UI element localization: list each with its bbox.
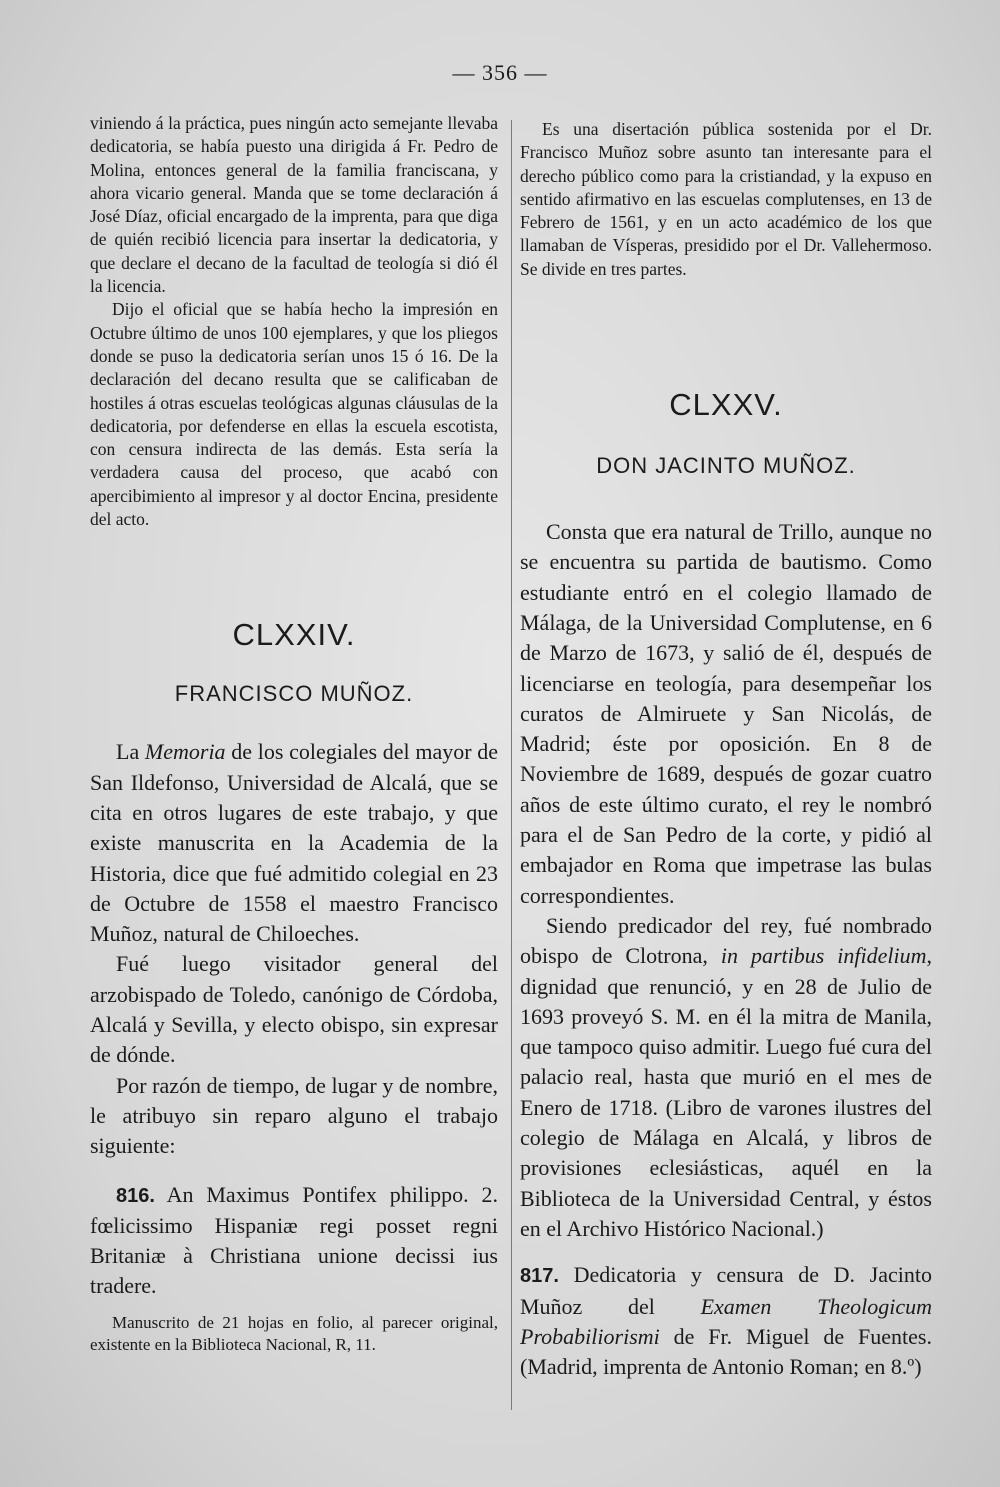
right-column	[520, 118, 932, 1382]
section-number-clxxiv: CLXXIV.	[232, 617, 356, 653]
entry-816	[90, 1180, 498, 1302]
section-title-francisco-munoz: FRANCISCO MUÑOZ.	[174, 681, 414, 707]
razon-paragraph: Por razón de tiempo, de lugar y de nombre, le atribuyo sin reparo alguno el trabajo siguiente:	[90, 1072, 498, 1159]
entry-816-text: An Maximus Pontifex philippo. 2. fœlicissimo Hispaniæ regi posset regni Britaniæ à Christiana unione decissi ius tradere.	[90, 1181, 498, 1299]
intro-paragraph: viniendo á la práctica, pues ningún acto semejante llevaba dedicatoria, se había puesto una dirigida á Fr. Pedro de Molina, entonces general de la familia franciscana, y ahora vicario general. Manda que se tome declaración á José Díaz, oficial encargado de la imprenta, para que diga de quién recibió licencia para insertar la dedicatoria, y que declare el decano de la facultad de teología si dió él la licencia.	[90, 113, 498, 297]
entry-817	[520, 1260, 932, 1382]
entry-817-before: Dedicatoria y censura de D. Jacinto Muñoz del	[520, 1262, 932, 1319]
section-number-clxxv: CLXXV.	[669, 387, 783, 423]
dijo-paragraph: Dijo el oficial que se había hecho la impresión en Octubre último de unos 100 ejemplares, y que los pliegos donde se puso la dedicatoria serían unos 15 ó 16. De la declaración del decano resulta que se calificaban de hostiles á otras escuelas teológicas algunas cláusulas de la dedicatoria, por defenderse en ellas la escuela escotista, con censura indirecta de las demás. Esta sería la verdadera causa del proceso, que acabó con apercibimiento al impresor y al doctor Encina, presidente del acto.	[90, 299, 498, 530]
entry-817-number: 817.	[520, 1265, 559, 1288]
column-divider	[511, 120, 512, 1410]
siendo-paragraph	[520, 911, 932, 1244]
entry-816-note: Manuscrito de 21 hojas en folio, al parecer original, existente en la Biblioteca Nacional, R, 11.	[90, 1312, 498, 1354]
memoria-italic: Memoria	[144, 739, 226, 765]
siendo-after: , dignidad que renunció, y en 28 de Julio de 1693 proveyó S. M. en él la mitra de Manila, que tampoco quiso admitir. Luego fué cura del palacio real, hasta que murió en el mes de Enero de 1718. (Libro de varones ilustres del colegio de Málaga en Alcalá, y libros de provisiones eclesiásticas, aquél en la Biblioteca de la Universidad Central, y éstos en el Archivo Histórico Nacional.)	[520, 943, 932, 1241]
disertacion-paragraph: Es una disertación pública sostenida por el Dr. Francisco Muñoz sobre asunto tan interesante para el derecho público como para la cristiandad, y la expuso en sentido afirmativo en las escuelas complutenses, en 13 de Febrero de 1561, y en un acto académico de los que llamaban de Vísperas, presidido por el Dr. Vallehermoso. Se divide en tres partes.	[520, 119, 932, 279]
memoria-before: La	[116, 739, 145, 765]
memoria-paragraph	[90, 737, 498, 949]
entry-817-after: de Fr. Miguel de Fuentes. (Madrid, imprenta de Antonio Roman; en 8.º)	[520, 1323, 932, 1380]
entry-817-italic: Examen Theologicum Probabiliorismi	[520, 1293, 932, 1349]
siendo-italic: in partibus infidelium	[720, 943, 927, 969]
siendo-before: Siendo predicador del rey, fué nombrado obispo de Clotrona,	[520, 912, 932, 969]
section-title-jacinto-munoz: DON JACINTO MUÑOZ.	[596, 453, 856, 479]
consta-paragraph: Consta que era natural de Trillo, aunque no se encuentra su partida de bautismo. Como estudiante entró en el colegio llamado de Málaga, de la Universidad Complutense, en 6 de Marzo de 1673, y salió de él, después de licenciarse en teología, para desempeñar los curatos de Almiruete y San Nicolás, de Madrid; éste por oposición. En 8 de Noviembre de 1689, después de gozar cuatro años de este último curato, el rey le nombró para el de San Pedro de la corte, y pidió al embajador en Roma que impetrase las bulas correspondientes.	[520, 519, 932, 908]
page-number: — 356 —	[452, 60, 548, 85]
memoria-after: de los colegiales del mayor de San Ildefonso, Universidad de Alcalá, que se cita en otros lugares de este trabajo, y que existe manuscrita en la Academia de la Historia, dice que fué admitido colegial en 23 de Octubre de 1558 el maestro Francisco Muñoz, natural de Chiloeches.	[90, 739, 498, 947]
left-column	[90, 112, 498, 1356]
visitador-paragraph: Fué luego visitador general del arzobispado de Toledo, canónigo de Córdoba, Alcalá y Sevilla, y electo obispo, sin expresar de dónde.	[90, 951, 498, 1068]
entry-816-number: 816.	[116, 1184, 155, 1207]
